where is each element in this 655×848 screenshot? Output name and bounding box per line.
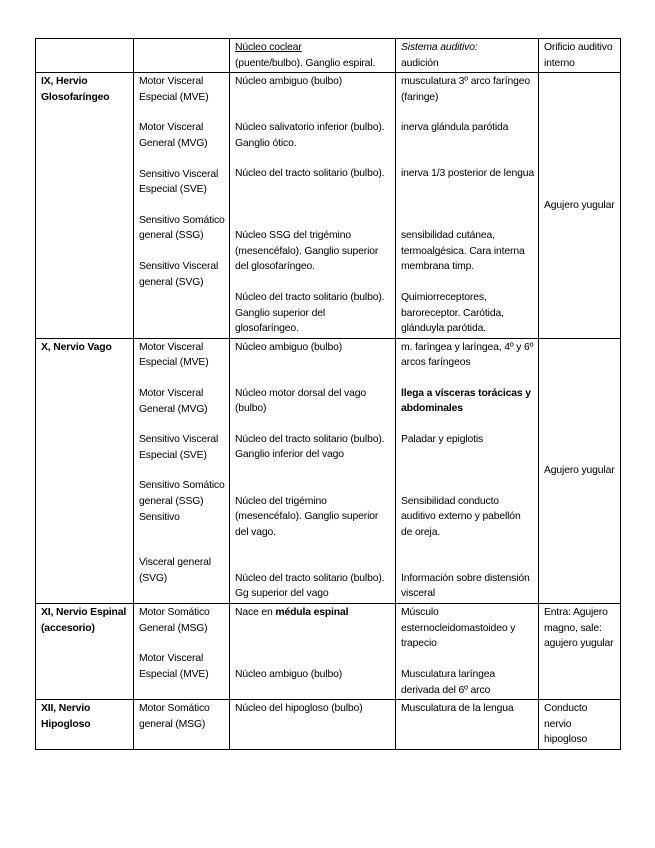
function-text: Información sobre distensión visceral (401, 572, 530, 600)
table-row (36, 338, 621, 603)
header-cell-1 (36, 39, 134, 73)
header-nucleus-title: Núcleo coclear (235, 42, 302, 53)
nucleus-text: Núcleo SSG del trigémino (mesencéfalo). Ganglio superior del glosofaríngeo. (235, 230, 379, 273)
nerve-name: IX, Hervio Glosofaríngeo (36, 73, 134, 339)
function-cell (396, 338, 539, 603)
foramen-text: Agujero yugular (544, 199, 615, 211)
function-text: Músculo esternocleidomastoideo y trapecio (401, 606, 516, 650)
table-row (36, 603, 621, 699)
function-text: Musculatura laríngea derivada del 6º arco (401, 668, 496, 696)
foramen-cell (539, 700, 621, 750)
fiber-type-cell (134, 73, 230, 339)
nucleus-cell (230, 603, 396, 699)
header-cell-foramen: Orificio auditivo interno (539, 39, 621, 73)
nucleus-text: Núcleo del tracto solitario (bulbo). Ganglio inferior del vago (235, 433, 385, 461)
fiber-type: Sensitivo Somático general (SSG) Sensitivo (139, 480, 225, 523)
fiber-type: Motor Visceral General (MVG) (139, 122, 208, 149)
nucleus-emphasis: médula espinal (275, 606, 349, 618)
fiber-type-cell (134, 603, 230, 699)
header-system-title: Sistema auditivo: (401, 42, 478, 53)
foramen-text: Conducto nervio hipogloso (544, 703, 588, 746)
fiber-type: Visceral general (SVG) (139, 557, 211, 584)
function-cell (396, 73, 539, 339)
header-nucleus-detail: (puente/bulbo). Ganglio espiral. (235, 57, 376, 69)
fiber-type: Sensitivo Visceral Especial (SVE) (139, 168, 219, 196)
function-text: musculatura 3º arco faríngeo (faringe) (401, 76, 530, 103)
function-text: Musculatura de la lengua (401, 703, 514, 715)
nucleus-text: Núcleo del hipogloso (bulbo) (235, 703, 363, 715)
fiber-type: Motor Visceral Especial (MVE) (139, 653, 209, 680)
foramen-text: Agujero yugular (544, 465, 615, 477)
fiber-type: Motor Visceral General (MVG) (139, 387, 208, 415)
nucleus-text: Núcleo salivatorio inferior (bulbo). Ganglio ótico. (235, 122, 385, 149)
foramen-cell (539, 73, 621, 339)
nucleus-text: Núcleo ambiguo (bulbo) (235, 341, 343, 353)
fiber-type-cell (134, 338, 230, 603)
function-text: llega a vísceras torácicas y abdominales (401, 387, 531, 415)
header-cell-2 (134, 39, 230, 73)
fiber-type: Sensitivo Somático general (SSG) (139, 214, 225, 242)
nucleus-cell (230, 73, 396, 339)
header-system-detail: audición (401, 57, 439, 69)
fiber-type: Motor Visceral Especial (MVE) (139, 76, 209, 103)
cranial-nerves-table (35, 38, 621, 750)
nucleus-text: Núcleo del tracto solitario (bulbo). (235, 168, 385, 180)
foramen-cell (539, 603, 621, 699)
foramen-cell (539, 338, 621, 603)
function-text: inerva glándula parótida (401, 122, 509, 134)
table-header-row (36, 39, 621, 73)
table-row (36, 73, 621, 339)
nucleus-text: Núcleo ambiguo (bulbo) (235, 76, 343, 88)
nerve-name: XII, Nervio Hipogloso (36, 700, 134, 750)
nucleus-text (235, 605, 391, 667)
function-text: Paladar y epiglotis (401, 433, 484, 445)
function-text: m. faríngea y laríngea, 4º y 6º arcos faríngeos (401, 341, 534, 369)
nucleus-text: Núcleo del trigémino (mesencéfalo). Ganglio superior del vago. (235, 495, 379, 538)
function-cell (396, 700, 539, 750)
fiber-type: Sensitivo Visceral general (SVG) (139, 260, 219, 288)
nerve-name: XI, Nervio Espinal (accesorio) (36, 603, 134, 699)
nucleus-text: Núcleo del tracto solitario (bulbo). Ganglio superior del glosofaríngeo. (235, 291, 385, 335)
header-cell-system (396, 39, 539, 73)
function-cell (396, 603, 539, 699)
nucleus-text: Núcleo del tracto solitario (bulbo). Gg superior del vago (235, 572, 385, 600)
fiber-type: Sensitivo Visceral Especial (SVE) (139, 434, 219, 461)
function-text: Sensibilidad conducto auditivo externo y pabellón de oreja. (401, 495, 521, 538)
nucleus-prefix: Nace en (235, 606, 276, 618)
fiber-type: Motor Visceral Especial (MVE) (139, 341, 209, 369)
fiber-type: Motor Somático general (MSG) (139, 703, 210, 730)
function-text: inerva 1/3 posterior de lengua (401, 168, 534, 180)
function-text: Quimiorreceptores, baroreceptor. Carótida, glánduyla parótida. (401, 291, 504, 335)
nucleus-text: Núcleo motor dorsal del vago (bulbo) (235, 387, 366, 415)
foramen-text: Entra: Agujero magno, sale: agujero yugular (544, 606, 614, 650)
function-text: sensibilidad cutánea, termoalgésica. Cara interna membrana timp. (401, 230, 525, 273)
nucleus-text: Núcleo ambiguo (bulbo) (235, 668, 343, 680)
nucleus-cell (230, 338, 396, 603)
header-cell-nucleus (230, 39, 396, 73)
nucleus-cell (230, 700, 396, 750)
table-row (36, 700, 621, 750)
fiber-type-cell (134, 700, 230, 750)
nerve-name: X, Nervio Vago (36, 338, 134, 603)
fiber-type: Motor Somático General (MSG) (139, 606, 210, 634)
